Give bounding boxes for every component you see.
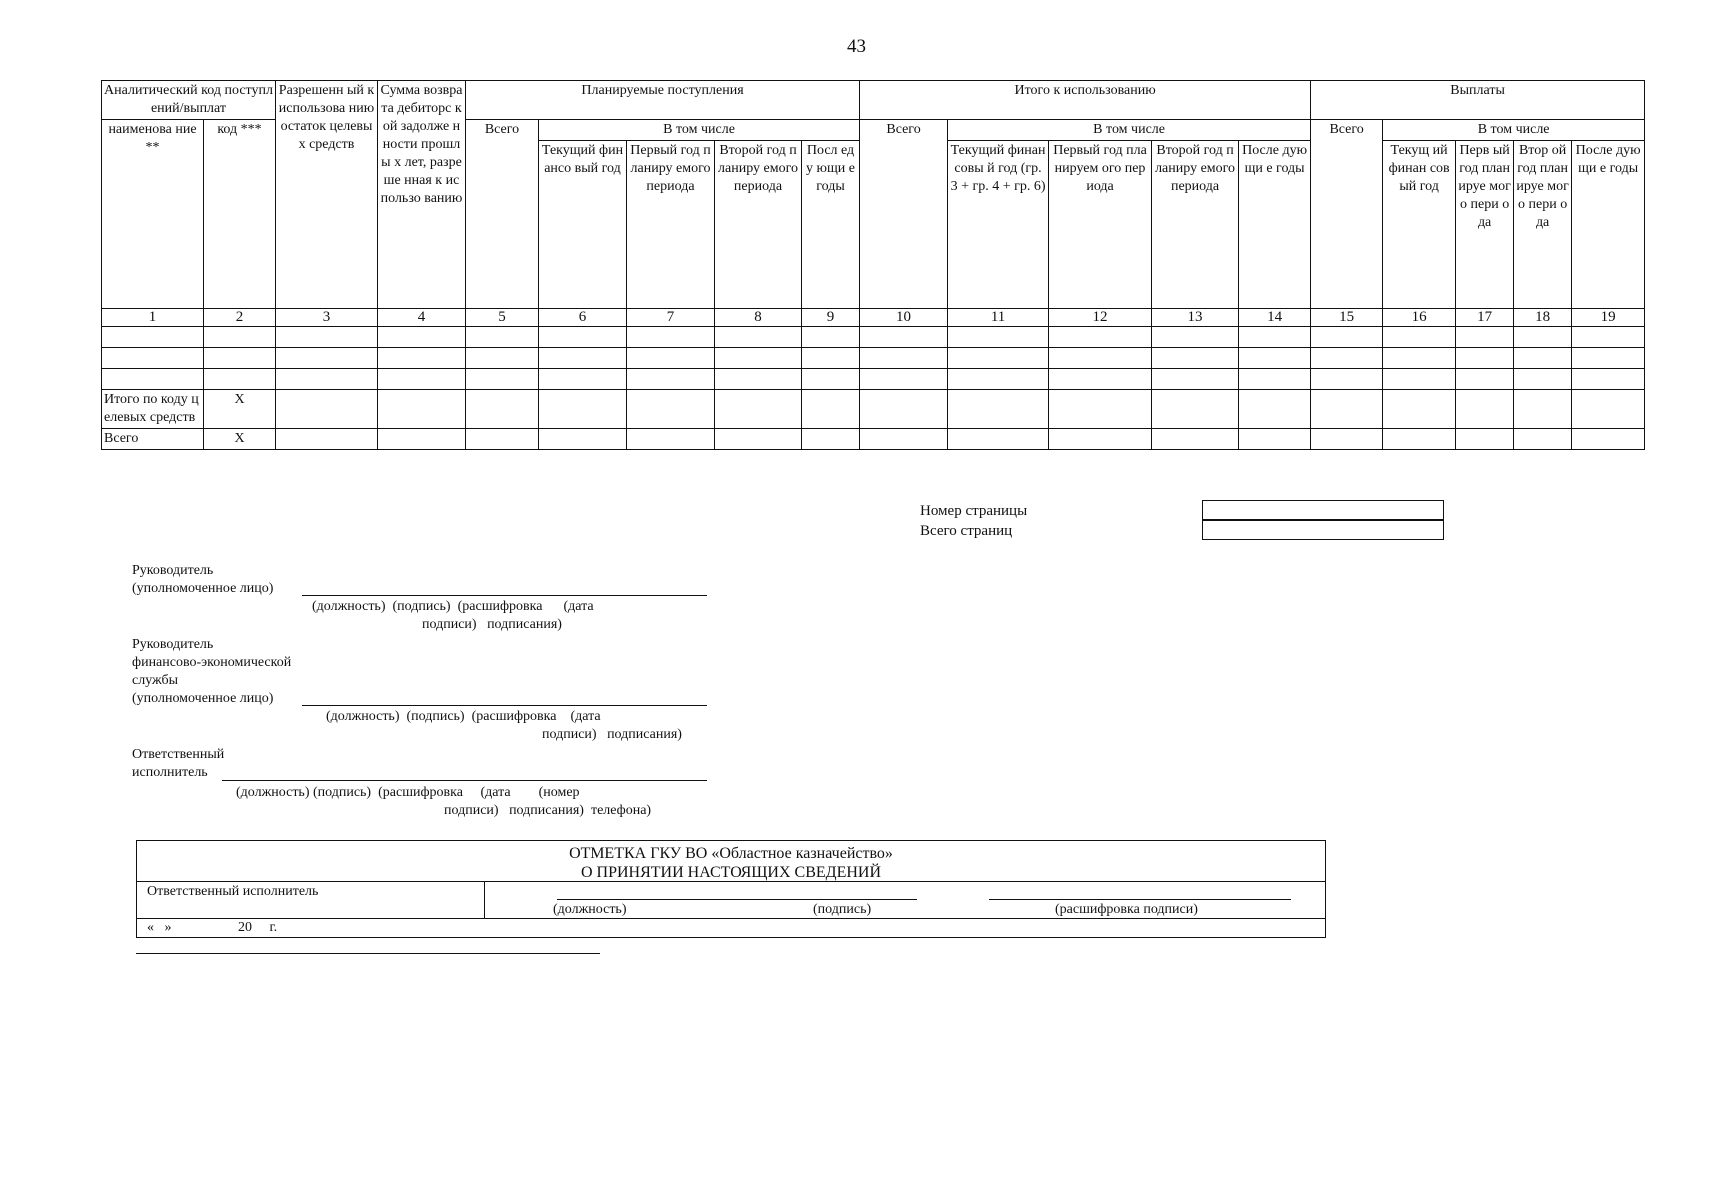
- column-number: 10: [860, 309, 948, 327]
- column-number: 5: [466, 309, 539, 327]
- finance-signature-line[interactable]: [302, 705, 707, 706]
- planned-current-year-header: Текущий финансо вый год: [539, 141, 627, 309]
- code-header: код ***: [204, 120, 276, 309]
- total-by-code-label: Итого по коду целевых средств: [102, 390, 204, 429]
- page-count-labels: [920, 501, 1027, 541]
- executor-label-line: исполнитель: [132, 765, 208, 780]
- payments-later-years-header: После дующи е годы: [1572, 141, 1645, 309]
- treasury-title: ОТМЕТКА ГКУ ВО «Областное казначейство»: [569, 845, 893, 862]
- treasury-signature-caption: (подпись): [813, 902, 872, 917]
- total-by-code-mark: X: [204, 390, 276, 429]
- column-number: 16: [1383, 309, 1456, 327]
- planned-including-header: В том числе: [539, 120, 860, 141]
- finance-label-line: Руководитель: [132, 637, 214, 652]
- executor-signature-line[interactable]: [222, 780, 707, 781]
- column-number: 12: [1049, 309, 1152, 327]
- receivable-return-header: Сумма возврата дебиторс кой задолже нности прошлы х лет, разреше нная к использо ванию: [378, 81, 466, 309]
- payments-including-header: В том числе: [1383, 120, 1645, 141]
- page-number-label: Номер страницы: [920, 503, 1028, 519]
- table-row: [102, 327, 1645, 348]
- head-signature-label: [132, 562, 273, 598]
- page-number: 43: [847, 36, 866, 57]
- treasury-signature-line[interactable]: [745, 899, 917, 900]
- treasury-executor-label: Ответственный исполнитель: [147, 884, 319, 899]
- payments-first-year-header: Перв ый год план ируе мого пери ода: [1456, 141, 1514, 309]
- column-number: 2: [204, 309, 276, 327]
- column-number: 14: [1239, 309, 1311, 327]
- finance-caption: (должность) (подпись) (расшифровка (дата: [326, 709, 601, 724]
- head-label-line: Руководитель: [132, 563, 214, 578]
- total-pages-field[interactable]: [1202, 520, 1444, 540]
- total-row: [102, 429, 1645, 450]
- finance-caption: подписи) подписания): [542, 727, 682, 742]
- column-number: 4: [378, 309, 466, 327]
- column-numbers-row: [102, 309, 1645, 327]
- planned-second-year-header: Второй год планиру емого периода: [715, 141, 802, 309]
- use-including-header: В том числе: [948, 120, 1311, 141]
- table-row: [102, 369, 1645, 390]
- planned-total-header: Всего: [466, 120, 539, 309]
- finance-label-line: службы: [132, 673, 179, 688]
- finance-label-line: финансово-экономической: [132, 655, 292, 670]
- head-caption: (должность) (подпись) (расшифровка (дата: [312, 599, 594, 614]
- planned-first-year-header: Первый год планиру емого периода: [627, 141, 715, 309]
- head-caption: подписи) подписания): [422, 617, 562, 632]
- use-first-year-header: Первый год планируем ого периода: [1049, 141, 1152, 309]
- column-number: 9: [802, 309, 860, 327]
- planned-later-years-header: Посл еду ющи е годы: [802, 141, 860, 309]
- payments-second-year-header: Втор ой год план ируе мого пери ода: [1514, 141, 1572, 309]
- column-number: 18: [1514, 309, 1572, 327]
- total-label: Всего: [102, 429, 204, 450]
- finance-label-line: (уполномоченное лицо): [132, 691, 274, 706]
- total-by-code-row: [102, 390, 1645, 429]
- permitted-remainder-header: Разрешенн ый к использова нию остаток целевых средств: [276, 81, 378, 309]
- total-mark: X: [204, 429, 276, 450]
- total-pages-label: Всего страниц: [920, 523, 1013, 539]
- page-number-field[interactable]: [1202, 500, 1444, 520]
- payments-header: Выплаты: [1311, 81, 1645, 120]
- use-total-header: Всего: [860, 120, 948, 309]
- executor-caption: подписи) подписания) телефона): [444, 803, 652, 818]
- executor-signature-label: [132, 746, 224, 782]
- column-number: 7: [627, 309, 715, 327]
- payments-total-header: Всего: [1311, 120, 1383, 309]
- use-later-years-header: После дующи е годы: [1239, 141, 1311, 309]
- treasury-date: « » 20 г.: [147, 920, 278, 935]
- planned-receipts-header: Планируемые поступления: [466, 81, 860, 120]
- use-second-year-header: Второй год планиру емого периода: [1152, 141, 1239, 309]
- total-use-header: Итого к использованию: [860, 81, 1311, 120]
- treasury-decode-caption: (расшифровка подписи): [1055, 902, 1198, 917]
- column-number: 8: [715, 309, 802, 327]
- executor-label-line: Ответственный: [132, 747, 225, 762]
- treasury-decode-line[interactable]: [989, 899, 1291, 900]
- column-number: 15: [1311, 309, 1383, 327]
- column-number: 11: [948, 309, 1049, 327]
- executor-caption: (должность) (подпись) (расшифровка (дата (номер: [236, 785, 580, 800]
- column-number: 17: [1456, 309, 1514, 327]
- receipts-payments-table: [101, 80, 1645, 450]
- finance-signature-label: [132, 636, 291, 708]
- column-number: 19: [1572, 309, 1645, 327]
- column-number: 1: [102, 309, 204, 327]
- use-current-year-header: Текущий финансовы й год (гр. 3 + гр. 4 + гр. 6): [948, 141, 1049, 309]
- treasury-position-caption: (должность): [553, 902, 627, 917]
- column-number: 6: [539, 309, 627, 327]
- column-number: 13: [1152, 309, 1239, 327]
- treasury-title: О ПРИНЯТИИ НАСТОЯЩИХ СВЕДЕНИЙ: [580, 864, 881, 881]
- head-signature-line[interactable]: [302, 595, 707, 596]
- treasury-acceptance-box: [136, 840, 1326, 938]
- table-row: [102, 348, 1645, 369]
- analytic-code-header: Аналитический код поступлений/выплат: [102, 81, 276, 120]
- head-label-line: (уполномоченное лицо): [132, 581, 274, 596]
- column-number: 3: [276, 309, 378, 327]
- payments-current-year-header: Текущ ий финан совый год: [1383, 141, 1456, 309]
- name-header: наименова ние **: [102, 120, 204, 309]
- bottom-rule: [136, 953, 600, 954]
